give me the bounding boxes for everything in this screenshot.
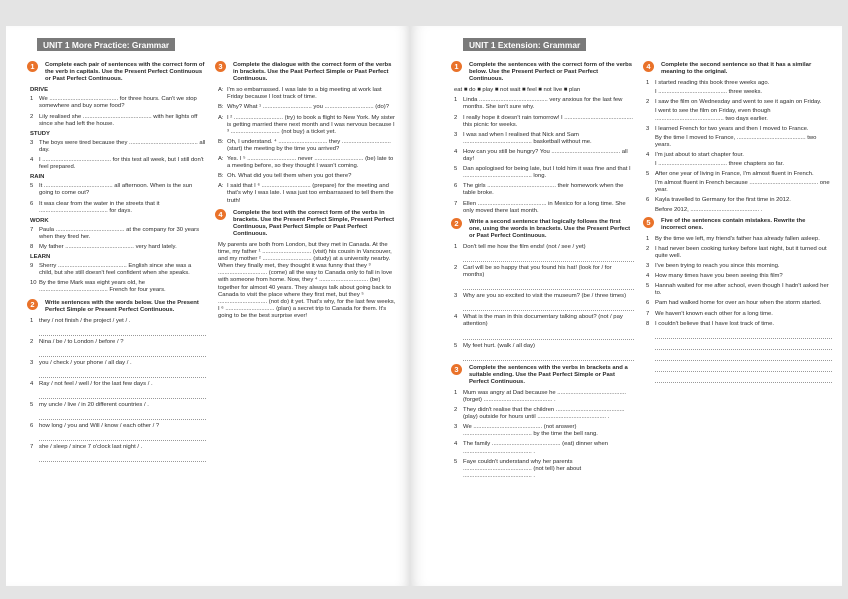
item-text: I'm just about to start chapter four. <box>655 151 744 158</box>
item-number: 4 <box>646 273 650 280</box>
exercise-item <box>646 300 832 307</box>
exercise-item <box>454 244 634 251</box>
item-number: 4 <box>454 441 458 448</box>
exercise-number-badge: 3 <box>215 61 226 72</box>
item-number: 6 <box>646 300 650 307</box>
answer-line[interactable] <box>463 282 634 290</box>
item-number: 1 <box>454 389 458 396</box>
word-box: eat ■ do ■ play ■ not wait ■ feel ■ not live ■ plan <box>454 87 581 94</box>
item-text: I started reading this book three weeks ago. <box>655 80 770 87</box>
item-number: 1 <box>30 317 34 324</box>
item-text: Nina / be / to London / before / ? <box>39 338 124 345</box>
answer-line[interactable] <box>39 454 206 462</box>
exercise-number-badge: 4 <box>215 209 226 220</box>
unit-title-bar: UNIT 1 Extension: Grammar <box>463 38 586 51</box>
exercise-number-badge: 3 <box>451 364 462 375</box>
left-page <box>6 26 410 586</box>
item-number: 5 <box>454 166 458 173</box>
item-number: 3 <box>30 359 34 366</box>
dialogue-line <box>218 115 398 136</box>
exercise-2-items <box>454 244 634 361</box>
exercise-item <box>646 197 832 213</box>
answer-line[interactable] <box>463 303 634 311</box>
exercise-item <box>454 132 634 146</box>
exercise-item <box>646 321 832 328</box>
exercise-1 <box>454 62 634 83</box>
item-text: It .......................................... all afternoon. When is the sun going to come out? <box>39 183 193 197</box>
item-text: I really hope it doesn't rain tomorrow! I .......................................... this picnic for weeks. <box>463 114 634 128</box>
rewrite-line[interactable]: Before 2012, .......................................... . <box>655 206 763 213</box>
item-text: My feet hurt. (walk / all day) <box>463 342 536 349</box>
exercise-item <box>30 318 206 325</box>
item-text: Sherry .......................................... English since she was a child, but she still doesn't feel confident when she speaks. <box>39 263 192 277</box>
exercise-instruction: Five of the sentences contain mistakes. Rewrite the incorrect ones. <box>661 217 806 231</box>
exercise-item <box>646 311 832 318</box>
answer-line[interactable] <box>655 364 832 372</box>
exercise-item <box>454 390 634 404</box>
item-number: 6 <box>30 200 34 207</box>
exercise-item <box>454 343 634 350</box>
item-text: After one year of living in France, I'm almost fluent in French. <box>655 171 814 178</box>
answer-line[interactable] <box>463 353 634 361</box>
dialogue-text: I ² .............................. (try) to book a flight to New York. My sister is getting married there next month and I was nervous because I ³ .............................. (not buy) a ticket yet. <box>227 114 395 135</box>
item-number: 1 <box>646 80 650 87</box>
exercise-item <box>30 140 206 154</box>
dialogue-text: Oh. What did you tell them when you got there? <box>227 173 352 180</box>
exercise-item <box>30 114 206 128</box>
answer-line[interactable] <box>463 254 634 262</box>
item-number: 2 <box>646 245 650 252</box>
item-number: 8 <box>30 243 34 250</box>
rewrite-line[interactable]: By the time I moved to France, .......................................... two years. <box>655 134 817 148</box>
item-number: 4 <box>646 151 650 158</box>
left-column-a <box>30 62 206 465</box>
exercise-number-badge: 4 <box>643 61 654 72</box>
exercise-4 <box>646 62 832 76</box>
exercise-item <box>454 441 634 455</box>
exercise-item <box>454 166 634 180</box>
exercise-instruction: Complete the sentences with the verbs in brackets and a suitable ending. Use the Past Perfect Simple or Past Perfect Continuous. <box>469 364 628 385</box>
exercise-item <box>454 149 634 163</box>
exercise-4-text: My parents are both from London, but they met in Canada. At the time, my father ¹ .............................. (visit) his cousin in Vancouver, and my mother ² .............................. (study) at a university nearby. When they finally met, they thought it was funny that they ³ .............................. (come) all the way to Canada only to fall in love with someone from home. Now, they ⁴ .............................. (be) together for almost 40 years. They always talk about going back to Canada to visit the place where they first met, but they ⁵ .............................. (not do) it yet. That's why, for the last few weeks, I ⁶ .............................. (plan) a secret trip to Canada for them. It's going to be the best surprise ever! <box>218 241 396 319</box>
item-text: Don't tell me how the film ends! (not / see / yet) <box>463 243 586 250</box>
item-text: Hannah waited for me after school, even though I hadn't asked her to. <box>655 283 829 297</box>
item-text: How can you still be hungry? You .......................................... all day! <box>463 148 628 163</box>
speaker-label: A: <box>218 87 224 94</box>
item-number: 9 <box>30 263 34 270</box>
answer-line[interactable] <box>655 375 832 383</box>
speaker-label: B: <box>218 173 224 180</box>
exercise-item <box>646 126 832 149</box>
section-heading: WORK <box>30 217 49 224</box>
exercise-item <box>646 171 832 194</box>
item-number: 1 <box>30 96 34 103</box>
item-text: Kayla travelled to Germany for the first time in 2012. <box>655 197 791 204</box>
item-number: 6 <box>454 183 458 190</box>
item-text: Paula .......................................... at the company for 30 years when they fired her. <box>39 226 200 240</box>
answer-line[interactable] <box>39 349 206 357</box>
exercise-1-items <box>30 87 206 294</box>
item-number: 5 <box>646 283 650 290</box>
dialogue-text: I'm so embarrassed. I was late to a big meeting at work last Friday because I lost track of time. <box>227 87 382 101</box>
speaker-label: B: <box>218 104 224 111</box>
item-text: I couldn't believe that I have lost track of time. <box>655 320 774 327</box>
section-heading: DRIVE <box>30 87 49 94</box>
unit-title-bar: UNIT 1 More Practice: Grammar <box>37 38 175 51</box>
item-text: how long / you and Will / know / each other / ? <box>39 423 160 430</box>
item-number: 3 <box>646 125 650 132</box>
answer-line[interactable] <box>655 331 832 339</box>
speaker-label: B: <box>218 138 224 145</box>
dialogue-line <box>218 173 398 180</box>
exercise-instruction: Complete the sentences with the correct form of the verbs below. Use the Present Perfect or Past Perfect Continuous. <box>469 62 633 83</box>
exercise-2-items <box>30 318 206 463</box>
exercise-3-dialogue <box>218 87 398 204</box>
item-number: 7 <box>454 200 458 207</box>
item-number: 5 <box>454 342 458 349</box>
item-text: We .......................................... for three hours. Can't we stop somewhere and buy some food? <box>39 96 197 110</box>
exercise-item <box>646 273 832 280</box>
item-text: Pam had walked home for over an hour when the storm started. <box>655 300 822 307</box>
exercise-item <box>646 152 832 168</box>
item-number: 8 <box>646 320 650 327</box>
exercise-item <box>30 360 206 367</box>
exercise-item <box>30 339 206 346</box>
item-text: I .......................................... for this test all week, but I still don't feel prepared. <box>39 157 204 171</box>
dialogue-text: Oh, I understand. ⁴ .............................. they .............................. (start) the meeting by the time you arrived? <box>227 138 391 152</box>
exercise-4-items <box>646 80 832 213</box>
item-number: 4 <box>30 381 34 387</box>
item-text: The boys were tired because they .......................................... all day. <box>39 139 206 153</box>
section-heading: RAIN <box>30 174 45 181</box>
exercise-number-badge: 1 <box>27 61 38 72</box>
item-number: 2 <box>454 265 458 272</box>
exercise-instruction: Complete the second sentence so that it has a similar meaning to the original. <box>661 62 812 76</box>
rewrite-line[interactable]: I .......................................... three chapters so far. <box>655 161 784 168</box>
item-text: The girls .......................................... their homework when the table broke. <box>463 183 624 197</box>
item-number: 4 <box>454 148 458 155</box>
dialogue-text: Yes. I ⁵ .............................. never .............................. (be) late to a meeting before, so they thought I wasn't coming. <box>227 156 394 170</box>
answer-line[interactable] <box>39 433 206 441</box>
rewrite-line[interactable]: I .......................................... three weeks. <box>655 89 763 96</box>
item-text: I saw the film on Wednesday and went to see it again on Friday. <box>655 99 822 106</box>
item-text: I've been trying to reach you since this morning. <box>655 263 780 270</box>
exercise-item <box>30 201 206 215</box>
right-page <box>410 26 842 586</box>
speaker-label: A: <box>218 183 224 190</box>
item-text: you / check / your phone / all day / . <box>39 359 132 366</box>
exercise-item <box>30 157 206 171</box>
exercise-item <box>454 183 634 197</box>
item-text: By the time we left, my friend's father has already fallen asleep. <box>655 235 820 242</box>
dialogue-line <box>218 139 398 153</box>
answer-line[interactable] <box>39 370 206 378</box>
item-text: Mum was angry at Dad because he .......................................... (forget) .......................................... . <box>463 389 627 403</box>
right-column-b <box>646 62 832 386</box>
exercise-instruction: Complete each pair of sentences with the correct form of the verb in capitals. Use the Present Perfect Continuous or Past Perfect Continuous. <box>45 62 205 83</box>
dialogue-text: I said that I ⁶ .............................. (prepare) for the meeting and that's why I was late. I was just too embarrassed to tell them the truth! <box>227 183 394 204</box>
item-number: 1 <box>454 243 458 250</box>
exercise-number-badge: 2 <box>451 218 462 229</box>
item-text: We .......................................... (not answer) .......................................... by the time the bell rang. <box>463 424 598 438</box>
item-text: What is the man in this documentary talking about? (not / pay attention) <box>463 314 623 328</box>
dialogue-line <box>218 156 398 170</box>
exercise-item <box>646 263 832 270</box>
item-number: 3 <box>30 139 34 146</box>
exercise-item <box>454 314 634 328</box>
item-text: Faye couldn't understand why her parents .......................................... (not tell) her about .......................................... . <box>463 458 582 479</box>
exercise-item <box>30 96 206 110</box>
item-number: 2 <box>30 338 34 345</box>
item-number: 4 <box>454 314 458 321</box>
item-text: Linda .......................................... very anxious for the last few months. She isn't sure why. <box>463 97 623 111</box>
exercise-item <box>454 115 634 129</box>
section-heading: LEARN <box>30 254 51 261</box>
item-text: It was clear from the water in the streets that it .......................................... for days. <box>39 200 160 214</box>
answer-lines <box>646 331 832 383</box>
section-heading: STUDY <box>30 130 50 137</box>
exercise-5 <box>646 218 832 232</box>
item-number: 6 <box>30 423 34 430</box>
exercise-item <box>30 227 206 241</box>
item-number: 7 <box>30 444 34 451</box>
dialogue-line <box>218 183 398 204</box>
dialogue-line <box>218 104 398 111</box>
item-text: Ellen .......................................... in Mexico for a long time. She only moved there last month. <box>463 200 626 214</box>
item-number: 5 <box>646 171 650 178</box>
item-number: 10 <box>30 280 37 287</box>
item-number: 1 <box>454 97 458 104</box>
item-text: they / not finish / the project / yet / . <box>39 317 131 324</box>
exercise-item <box>30 183 206 197</box>
item-number: 2 <box>454 407 458 414</box>
exercise-item <box>646 246 832 260</box>
rewrite-line[interactable]: I went to see the film on Friday, even though .......................................... two days earlier. <box>655 108 771 122</box>
item-text: Why are you so excited to visit the museum? (be / three times) <box>463 293 627 300</box>
exercise-3-items <box>454 390 634 480</box>
exercise-item <box>646 236 832 243</box>
item-number: 6 <box>646 197 650 204</box>
dialogue-line <box>218 87 398 101</box>
exercise-number-badge: 2 <box>27 299 38 310</box>
item-text: By the time Mark was eight years old, he .......................................... French for four years. <box>39 280 166 294</box>
exercise-item <box>454 424 634 438</box>
dialogue-text: Why? What ¹ .............................. you .............................. (do)? <box>227 104 390 111</box>
item-text: my uncle / live / in 20 different countries / . <box>39 402 149 409</box>
exercise-item <box>646 80 832 96</box>
answer-line[interactable] <box>655 342 832 350</box>
item-number: 5 <box>454 458 458 465</box>
item-number: 5 <box>30 402 34 409</box>
right-column-a <box>454 62 634 483</box>
exercise-item <box>30 244 206 251</box>
speaker-label: A: <box>218 114 224 121</box>
answer-line[interactable] <box>655 353 832 361</box>
exercise-instruction: Complete the text with the correct form of the verbs in brackets. Use the Present Perfect Simple, Present Perfect Continuous, Past Perfect Simple or Past Perfect Continuous. <box>233 209 395 237</box>
exercise-instruction: Write sentences with the words below. Use the Present Perfect Simple or Present Perfect Continuous. <box>45 299 199 313</box>
left-column-b <box>218 62 398 320</box>
item-text: Carl will be so happy that you found his hat! (look for / for months) <box>463 265 612 279</box>
item-text: The family .......................................... (eat) dinner when .......................................... . <box>463 441 609 455</box>
exercise-2 <box>30 300 206 314</box>
answer-line[interactable] <box>39 412 206 420</box>
item-text: They didn't realise that the children .......................................... (play) outside for hours until .......................................... . <box>463 407 625 421</box>
exercise-number-badge: 5 <box>643 217 654 228</box>
exercise-4 <box>218 210 398 238</box>
item-text: We haven't known each other for a long time. <box>655 310 773 317</box>
answer-line[interactable] <box>39 328 206 336</box>
exercise-item <box>30 263 206 277</box>
item-number: 3 <box>454 424 458 431</box>
item-number: 7 <box>30 226 34 233</box>
exercise-3 <box>218 62 398 83</box>
item-number: 4 <box>30 157 34 164</box>
item-number: 2 <box>30 113 34 120</box>
item-number: 3 <box>646 263 650 270</box>
exercise-item <box>30 423 206 430</box>
answer-line[interactable] <box>463 332 634 340</box>
item-number: 3 <box>454 131 458 138</box>
exercise-item <box>454 201 634 215</box>
exercise-number-badge: 1 <box>451 61 462 72</box>
exercise-5-items <box>646 236 832 328</box>
item-text: I had never been cooking turkey before last night, but it turned out quite well. <box>655 245 827 259</box>
item-number: 5 <box>30 183 34 190</box>
item-text: she / sleep / since 7 o'clock last night / . <box>39 444 143 451</box>
exercise-item <box>30 402 206 409</box>
answer-line[interactable] <box>39 391 206 399</box>
item-number: 2 <box>646 99 650 106</box>
exercise-1 <box>30 62 206 83</box>
speaker-label: A: <box>218 156 224 163</box>
exercise-item <box>646 283 832 297</box>
exercise-item <box>454 459 634 480</box>
item-number: 3 <box>454 293 458 300</box>
exercise-3 <box>454 365 634 386</box>
exercise-1-items <box>454 97 634 214</box>
item-text: I was sad when I realised that Nick and Sam .......................................... basketball without me. <box>463 131 592 145</box>
exercise-item <box>454 265 634 279</box>
item-text: Ray / not feel / well / for the last few days / . <box>39 381 153 387</box>
exercise-item <box>646 99 832 122</box>
exercise-item <box>30 381 206 388</box>
exercise-item <box>454 407 634 421</box>
item-text: Dan apologised for being late, but I told him it was fine and that I .......................................... long. <box>463 166 631 180</box>
item-number: 1 <box>646 235 650 242</box>
exercise-item <box>30 280 206 294</box>
exercise-2 <box>454 219 634 240</box>
exercise-item <box>454 293 634 300</box>
item-text: I learned French for two years and then I moved to France. <box>655 125 809 132</box>
item-number: 7 <box>646 310 650 317</box>
item-number: 2 <box>454 114 458 121</box>
item-text: How many times have you been seeing this film? <box>655 273 783 280</box>
exercise-instruction: Write a second sentence that logically follows the first one, using the words in brackets. Use the Present Perfect or Past Perfect Continuous. <box>469 218 631 239</box>
exercise-item <box>30 444 206 451</box>
exercise-item <box>454 97 634 111</box>
rewrite-line[interactable]: I'm almost fluent in French because .......................................... one year. <box>655 180 830 194</box>
exercise-instruction: Complete the dialogue with the correct form of the verbs in brackets. Use the Past Perfect Simple or Past Perfect Continuous. <box>233 62 392 83</box>
item-text: My father .......................................... very hard lately. <box>39 243 177 250</box>
item-text: Lily realised she .......................................... with her lights off since she had left the house. <box>39 113 198 127</box>
